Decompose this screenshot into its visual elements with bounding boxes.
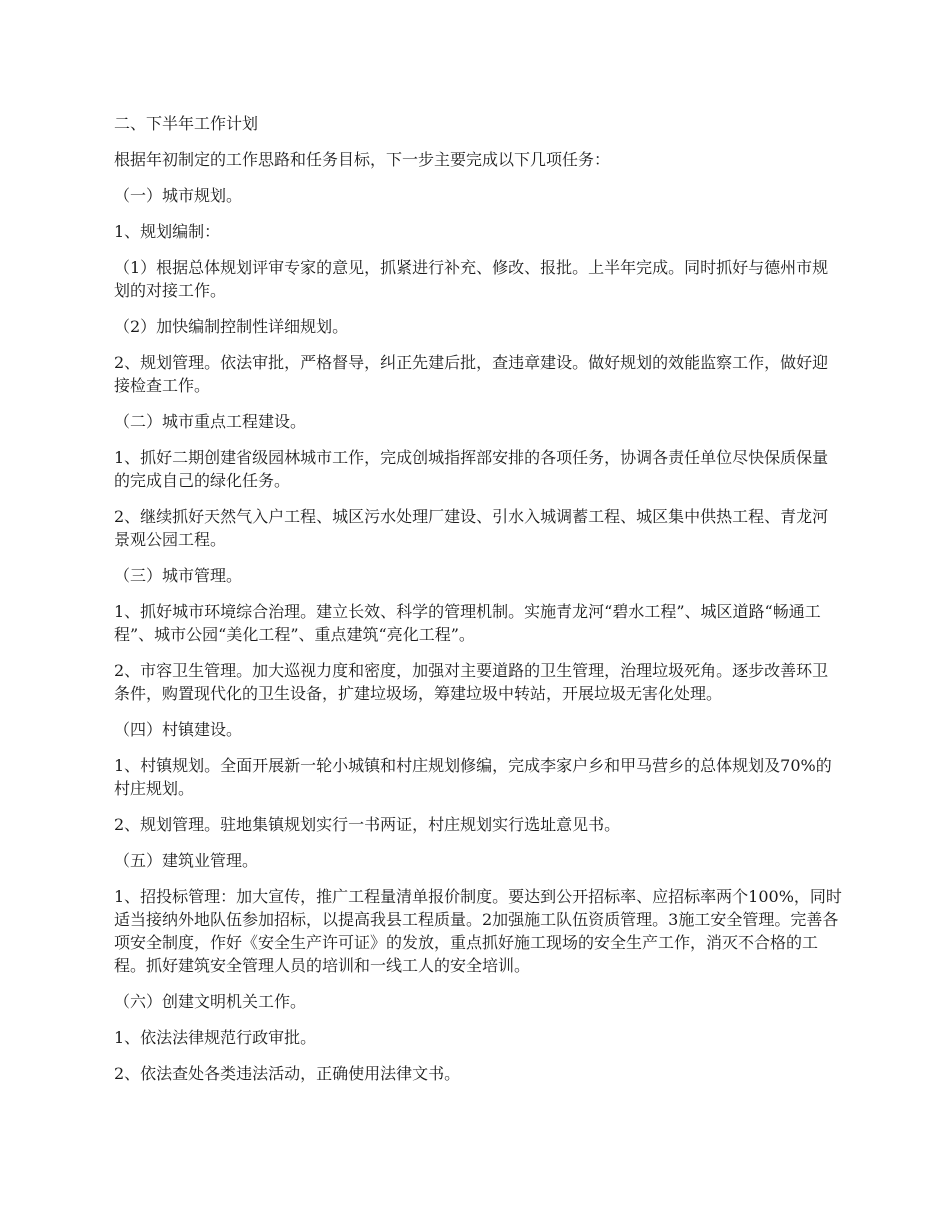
item-sanitation-management: 2、市容卫生管理。加大巡视力度和密度，加强对主要道路的卫生管理，治理垃圾死角。逐步改善环卫条件，购置现代化的卫生设备，扩建垃圾场，筹建垃圾中转站，开展垃圾无害化处理。: [114, 661, 829, 703]
subheading-key-projects: （二）城市重点工程建设。: [114, 412, 307, 431]
subheading-civilized-office: （六）创建文明机关工作。: [114, 992, 307, 1011]
item-planning-management: 2、规划管理。依法审批，严格督导，纠正先建后批，查违章建设。做好规划的效能监察工作，做好迎接检查工作。: [114, 353, 829, 395]
item-garden-city: 1、抓好二期创建省级园林城市工作，完成创城指挥部安排的各项任务，协调各责任单位尽快保质保量的完成自己的绿化任务。: [114, 448, 829, 490]
item-village-planning: 1、村镇规划。全面开展新一轮小城镇和村庄规划修编，完成李家户乡和甲马营乡的总体规划及70%的村庄规划。: [114, 756, 832, 798]
item-infrastructure-projects: 2、继续抓好天然气入户工程、城区污水处理厂建设、引水入城调蓄工程、城区集中供热工程、青龙河景观公园工程。: [114, 507, 829, 549]
item-law-enforcement: 2、依法查处各类违法活动，正确使用法律文书。: [114, 1064, 461, 1083]
document-body: [114, 112, 844, 1098]
item-administrative-approval: 1、依法法律规范行政审批。: [114, 1028, 317, 1047]
subitem-overall-planning: （1）根据总体规划评审专家的意见，抓紧进行补充、修改、报批。上半年完成。同时抓好与德州市规划的对接工作。: [114, 258, 829, 300]
subheading-construction-industry: （五）建筑业管理。: [114, 851, 259, 870]
subheading-city-management: （三）城市管理。: [114, 566, 243, 585]
item-planning-compilation: 1、规划编制：: [114, 222, 221, 241]
item-bidding-management: 1、招投标管理：加大宣传，推广工程量清单报价制度。要达到公开招标率、应招标率两个100%，同时适当接纳外地队伍参加招标，以提高我县工程质量。2加强施工队伍资质管理。3施工安全管理。完善各项安全制度，作好《安全生产许可证》的发放，重点抓好施工现场的安全生产工作，消灭不合格的工程。抓好建筑安全管理人员的培训和一线工人的安全培训。: [114, 887, 842, 975]
subheading-village-construction: （四）村镇建设。: [114, 720, 243, 739]
subitem-detailed-planning: （2）加快编制控制性详细规划。: [114, 317, 349, 336]
item-environment-governance: 1、抓好城市环境综合治理。建立长效、科学的管理机制。实施青龙河“碧水工程”、城区道路“畅通工程”、城市公园“美化工程”、重点建筑“亮化工程”。: [114, 602, 821, 644]
item-village-planning-management: 2、规划管理。驻地集镇规划实行一书两证，村庄规划实行选址意见书。: [114, 815, 621, 834]
intro-paragraph: 根据年初制定的工作思路和任务目标，下一步主要完成以下几项任务：: [114, 150, 611, 169]
subheading-urban-planning: （一）城市规划。: [114, 186, 243, 205]
section-heading-plan: 二、下半年工作计划: [114, 114, 259, 133]
